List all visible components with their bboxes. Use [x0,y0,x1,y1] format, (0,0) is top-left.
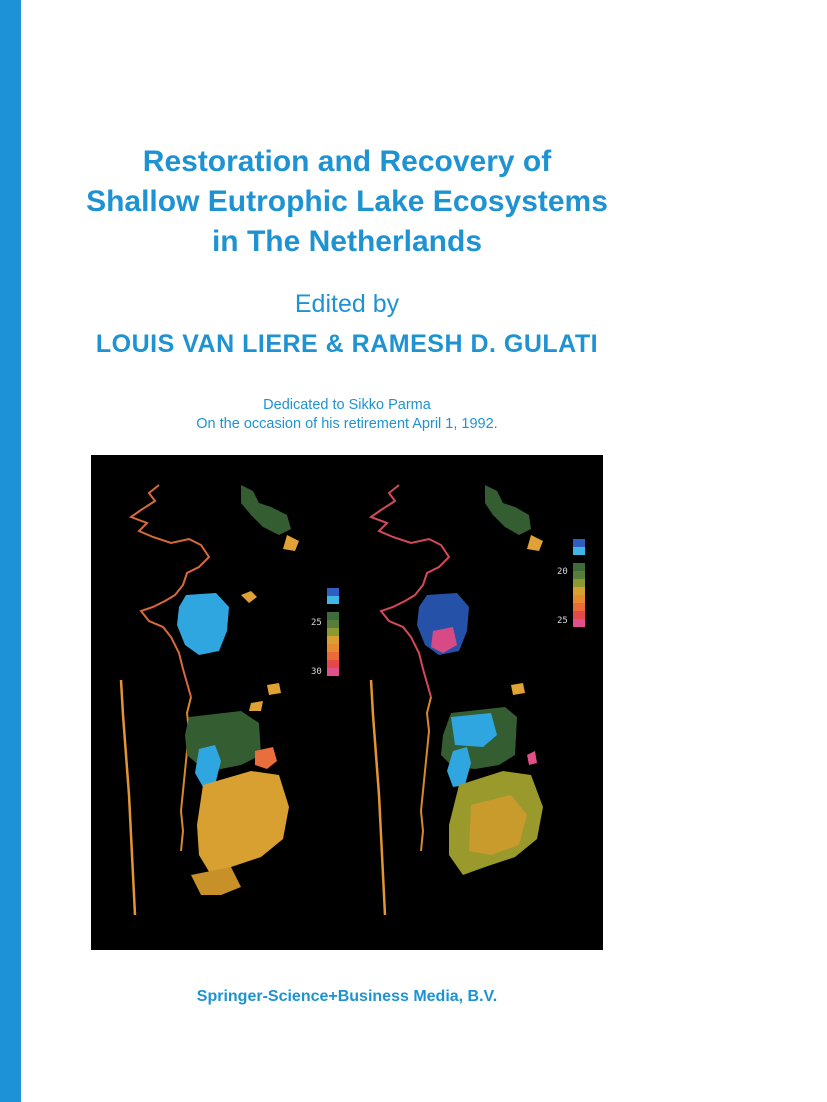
small-lake [267,683,281,695]
title-line-2: Shallow Eutrophic Lake Ecosystems [86,185,608,218]
dedication [24,396,670,434]
scale-swatch [327,668,339,676]
scale-swatch [573,571,585,579]
scale-swatch [573,587,585,595]
dedication-line-2: On the occasion of his retirement April 1, 1992. [196,416,498,432]
scale-swatch [327,612,339,620]
scale-swatch [573,547,585,555]
edited-by-label: Edited by [294,290,400,318]
dedication-line-1: Dedicated to Sikko Parma [263,397,431,413]
scale-swatch [327,644,339,652]
publisher-name: Springer-Science+Business Media, B.V. [196,988,498,1005]
scale-swatch [327,652,339,660]
title-line-3: in The Netherlands [211,225,483,258]
scale-swatch [573,579,585,587]
title-line-1: Restoration and Recovery of [142,145,552,178]
scale-swatch [573,555,585,563]
scale-swatch [573,619,585,627]
scale-swatch [327,628,339,636]
scale-swatch [573,563,585,571]
scale-swatch [327,620,339,628]
cover-satellite-image [91,455,603,950]
scale-swatch [327,604,339,612]
lake-temperature-maps [91,455,603,950]
scale-swatch [573,603,585,611]
right-scale-label: 20 [557,567,568,577]
left-scale-label: 30 [311,667,322,677]
cover-spine-stripe [0,0,21,1102]
scale-swatch [573,539,585,547]
scale-swatch [327,588,339,596]
editors-names: LOUIS VAN LIERE & RAMESH D. GULATI [95,330,599,358]
left-scale-label: 25 [311,618,322,628]
scale-swatch [573,595,585,603]
scale-swatch [573,611,585,619]
book-title [24,142,670,262]
scale-swatch [327,636,339,644]
small-lake [511,683,525,695]
right-scale-label: 25 [557,616,568,626]
polder-green [185,711,261,769]
scale-swatch [327,596,339,604]
scale-swatch [327,660,339,668]
